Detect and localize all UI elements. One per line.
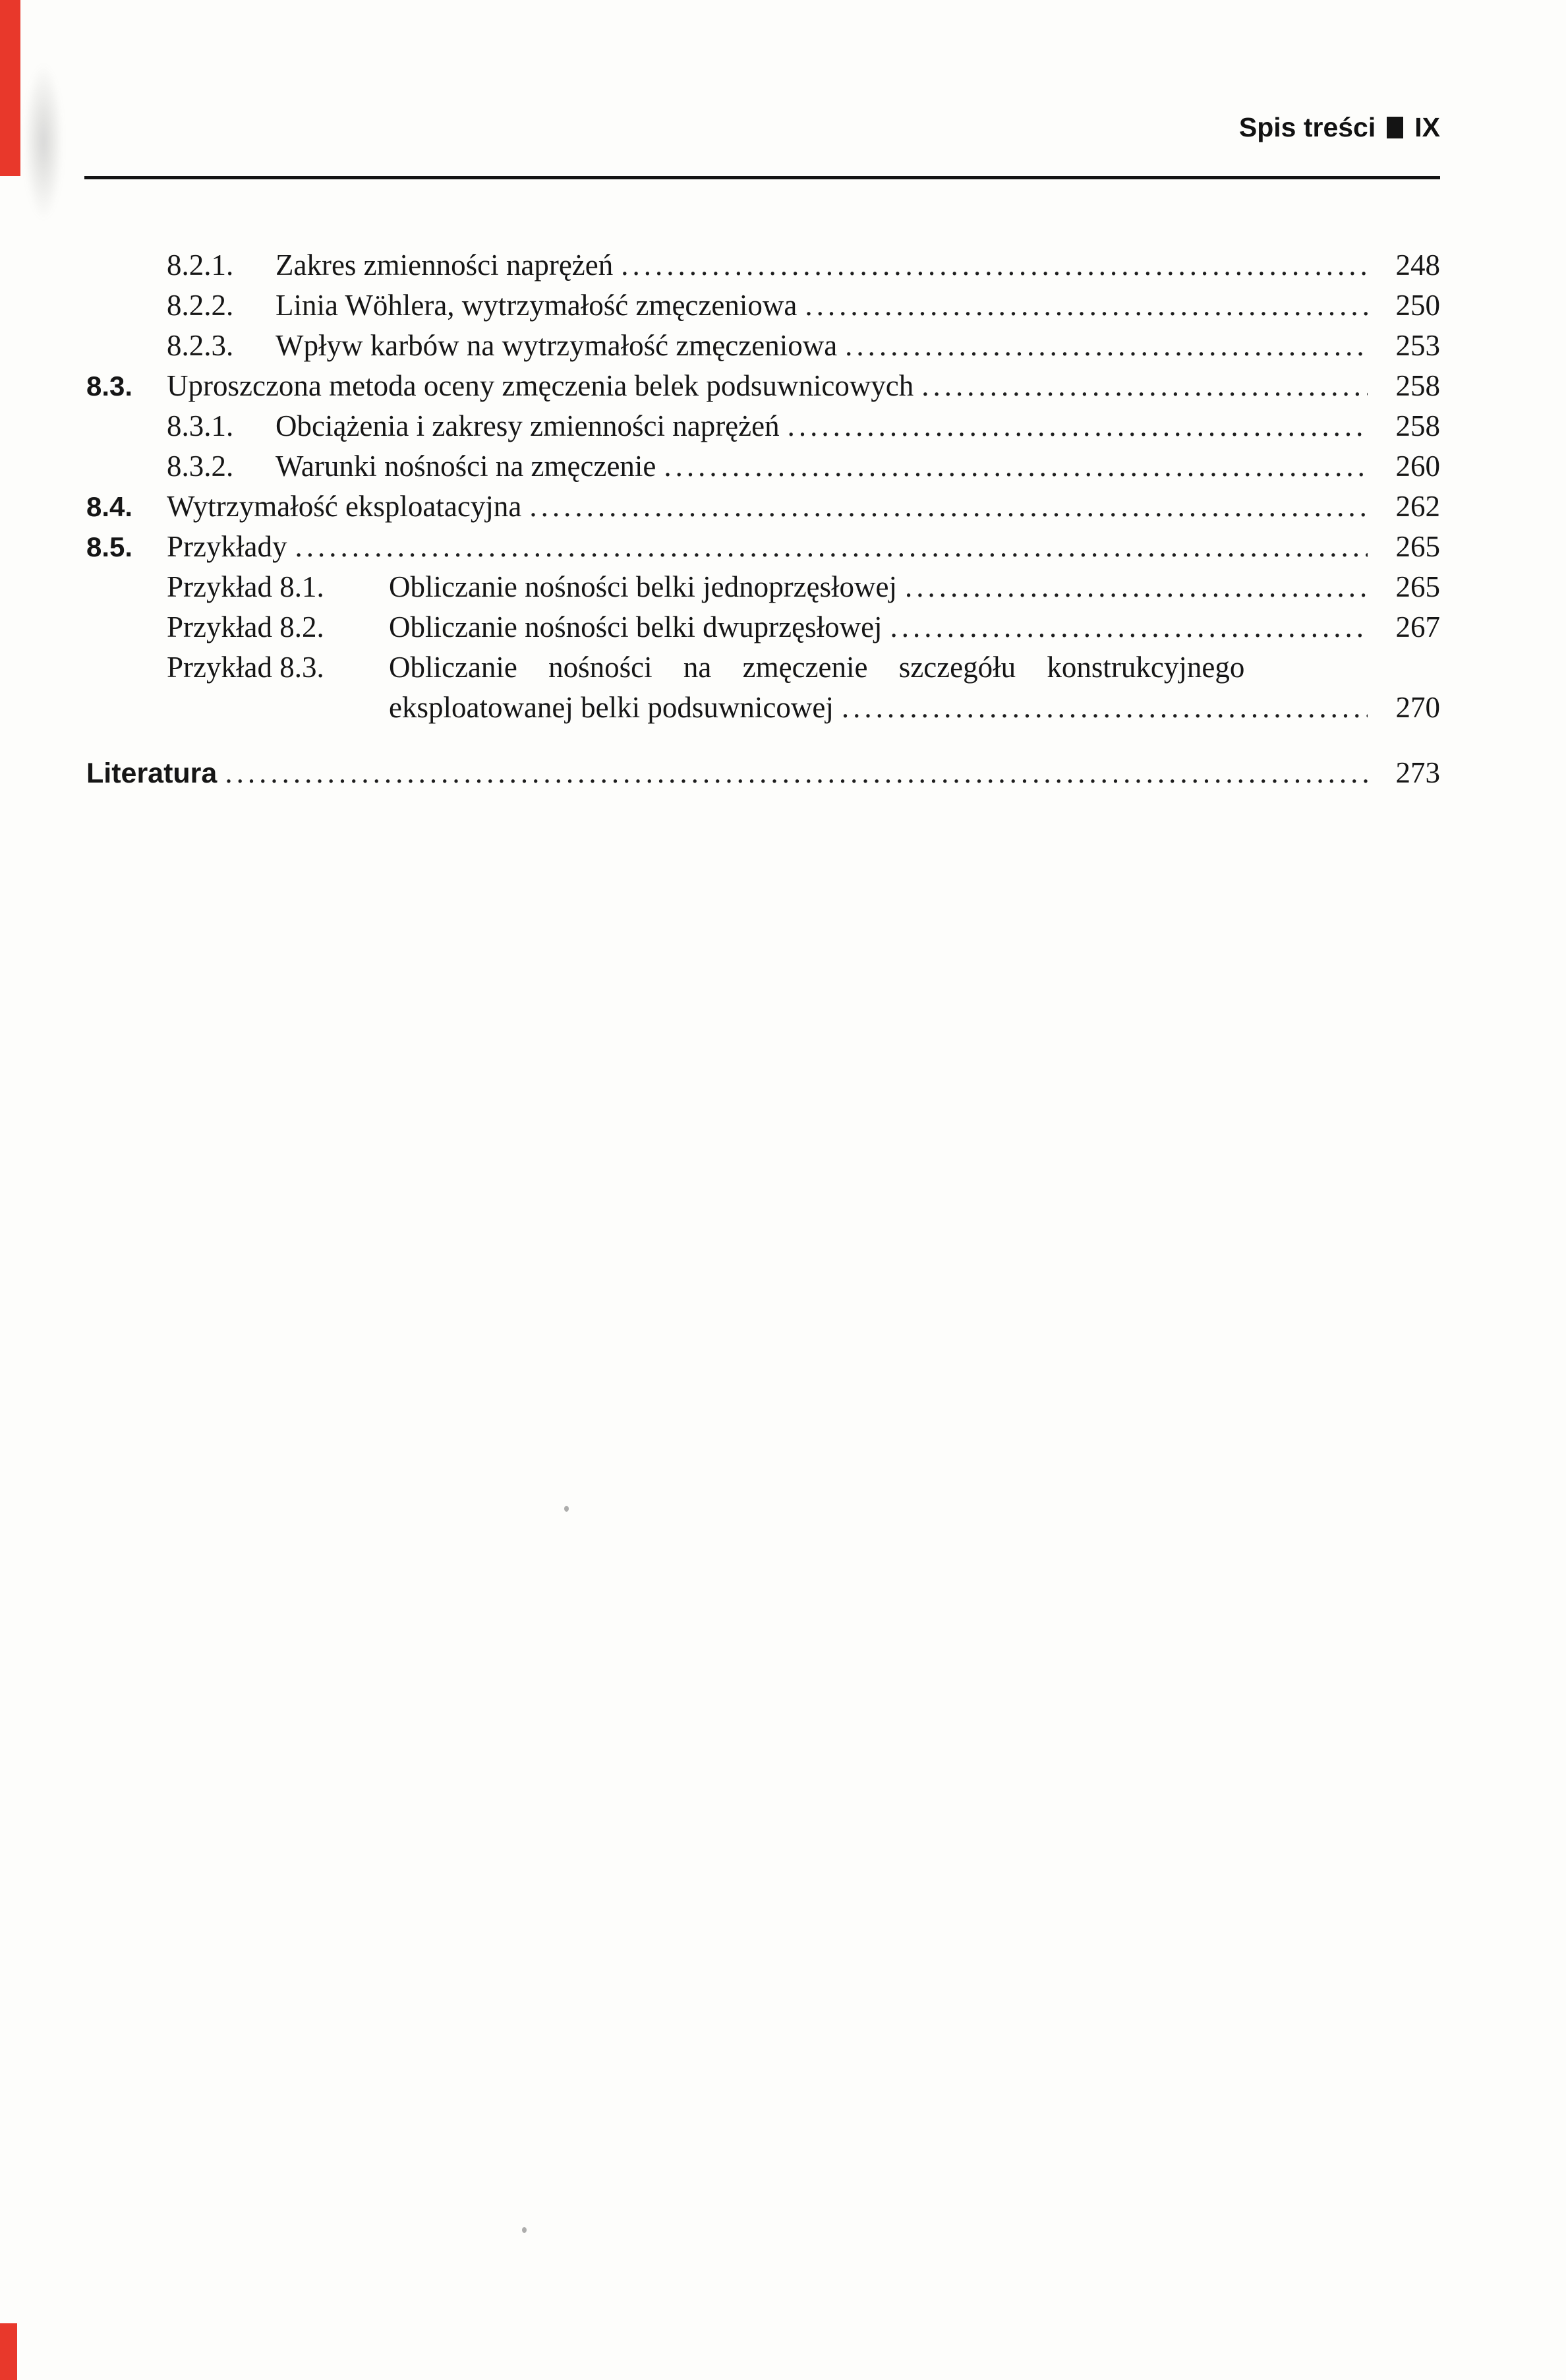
toc-entry	[86, 753, 1440, 794]
dot-leader	[621, 245, 1368, 285]
toc-entry	[86, 446, 1440, 487]
entry-page: 265	[1395, 570, 1440, 603]
dot-leader	[842, 688, 1368, 728]
entry-page: 260	[1395, 450, 1440, 483]
entry-number: 8.3.	[86, 371, 133, 402]
entry-title: Zakres zmienności naprężeń	[276, 249, 614, 282]
dot-leader	[664, 446, 1368, 487]
entry-title: Linia Wöhlera, wytrzymałość zmęczeniowa	[276, 289, 798, 322]
entry-number: Przykład 8.2.	[167, 610, 324, 643]
toc-entry	[86, 245, 1440, 285]
dot-leader	[805, 285, 1368, 326]
entry-title: Uproszczona metoda oceny zmęczenia belek podsuwnicowych	[167, 369, 914, 402]
entry-number: 8.3.2.	[167, 450, 234, 483]
dot-leader	[890, 607, 1368, 647]
toc-entry	[86, 366, 1440, 406]
entry-number: 8.4.	[86, 491, 133, 522]
page-number-label: IX	[1414, 112, 1440, 142]
dot-leader	[225, 753, 1368, 793]
red-edge-artifact-bottom	[0, 2323, 17, 2380]
entry-title: Przykłady	[167, 530, 287, 563]
toc-entry	[86, 527, 1440, 567]
entry-page: 250	[1395, 289, 1440, 322]
entry-page: 267	[1395, 610, 1440, 643]
entry-number: Przykład 8.3.	[167, 651, 324, 684]
toc-entry	[86, 326, 1440, 366]
entry-number: 8.2.3.	[167, 329, 234, 362]
entry-title: Literatura	[86, 758, 218, 789]
entry-title: Wpływ karbów na wytrzymałość zmęczeniowa	[276, 329, 838, 362]
entry-title: Wytrzymałość eksploatacyjna	[167, 490, 522, 523]
square-marker-icon	[1387, 117, 1403, 138]
entry-title: Obliczanie nośności belki jednoprzęsłowej	[389, 570, 898, 603]
toc-entry	[86, 567, 1440, 607]
entry-title: Obliczanie nośności na zmęczenie szczegółu konstrukcyjnego	[389, 651, 1245, 684]
entry-page: 262	[1395, 490, 1440, 523]
entry-page: 258	[1395, 409, 1440, 442]
entry-number: 8.2.1.	[167, 249, 234, 282]
entry-page: 253	[1395, 329, 1440, 362]
entry-title: Obliczanie nośności belki dwuprzęsłowej	[389, 610, 883, 643]
scan-smudge	[24, 63, 63, 221]
dot-leader	[905, 567, 1368, 607]
entry-number: 8.2.2.	[167, 289, 234, 322]
toc-entry	[86, 647, 1440, 688]
entry-page: 273	[1395, 756, 1440, 789]
dot-leader	[788, 406, 1368, 446]
entry-page: 270	[1395, 691, 1440, 724]
toc-entry	[86, 607, 1440, 647]
dot-leader	[529, 487, 1368, 527]
header-divider	[84, 176, 1440, 179]
dot-leader	[295, 527, 1368, 567]
table-of-contents	[86, 245, 1440, 794]
toc-entry	[86, 285, 1440, 326]
entry-title: Obciążenia i zakresy zmienności naprężeń	[276, 409, 780, 442]
scan-speck	[522, 2227, 527, 2233]
entry-title: Warunki nośności na zmęczenie	[276, 450, 656, 483]
entry-page: 265	[1395, 530, 1440, 563]
toc-entry-continuation	[86, 688, 1440, 728]
running-header	[1239, 112, 1440, 143]
toc-entry	[86, 487, 1440, 527]
entry-number: 8.3.1.	[167, 409, 234, 442]
entry-page: 258	[1395, 369, 1440, 402]
red-edge-artifact-top	[0, 0, 20, 176]
toc-entry	[86, 406, 1440, 446]
dot-leader	[921, 366, 1368, 406]
entry-title: eksploatowanej belki podsuwnicowej	[389, 691, 834, 724]
entry-number: Przykład 8.1.	[167, 570, 324, 603]
entry-number: 8.5.	[86, 531, 133, 562]
dot-leader	[845, 326, 1368, 366]
entry-page: 248	[1395, 249, 1440, 282]
running-header-title: Spis treści	[1238, 112, 1376, 142]
scan-speck	[564, 1506, 569, 1512]
